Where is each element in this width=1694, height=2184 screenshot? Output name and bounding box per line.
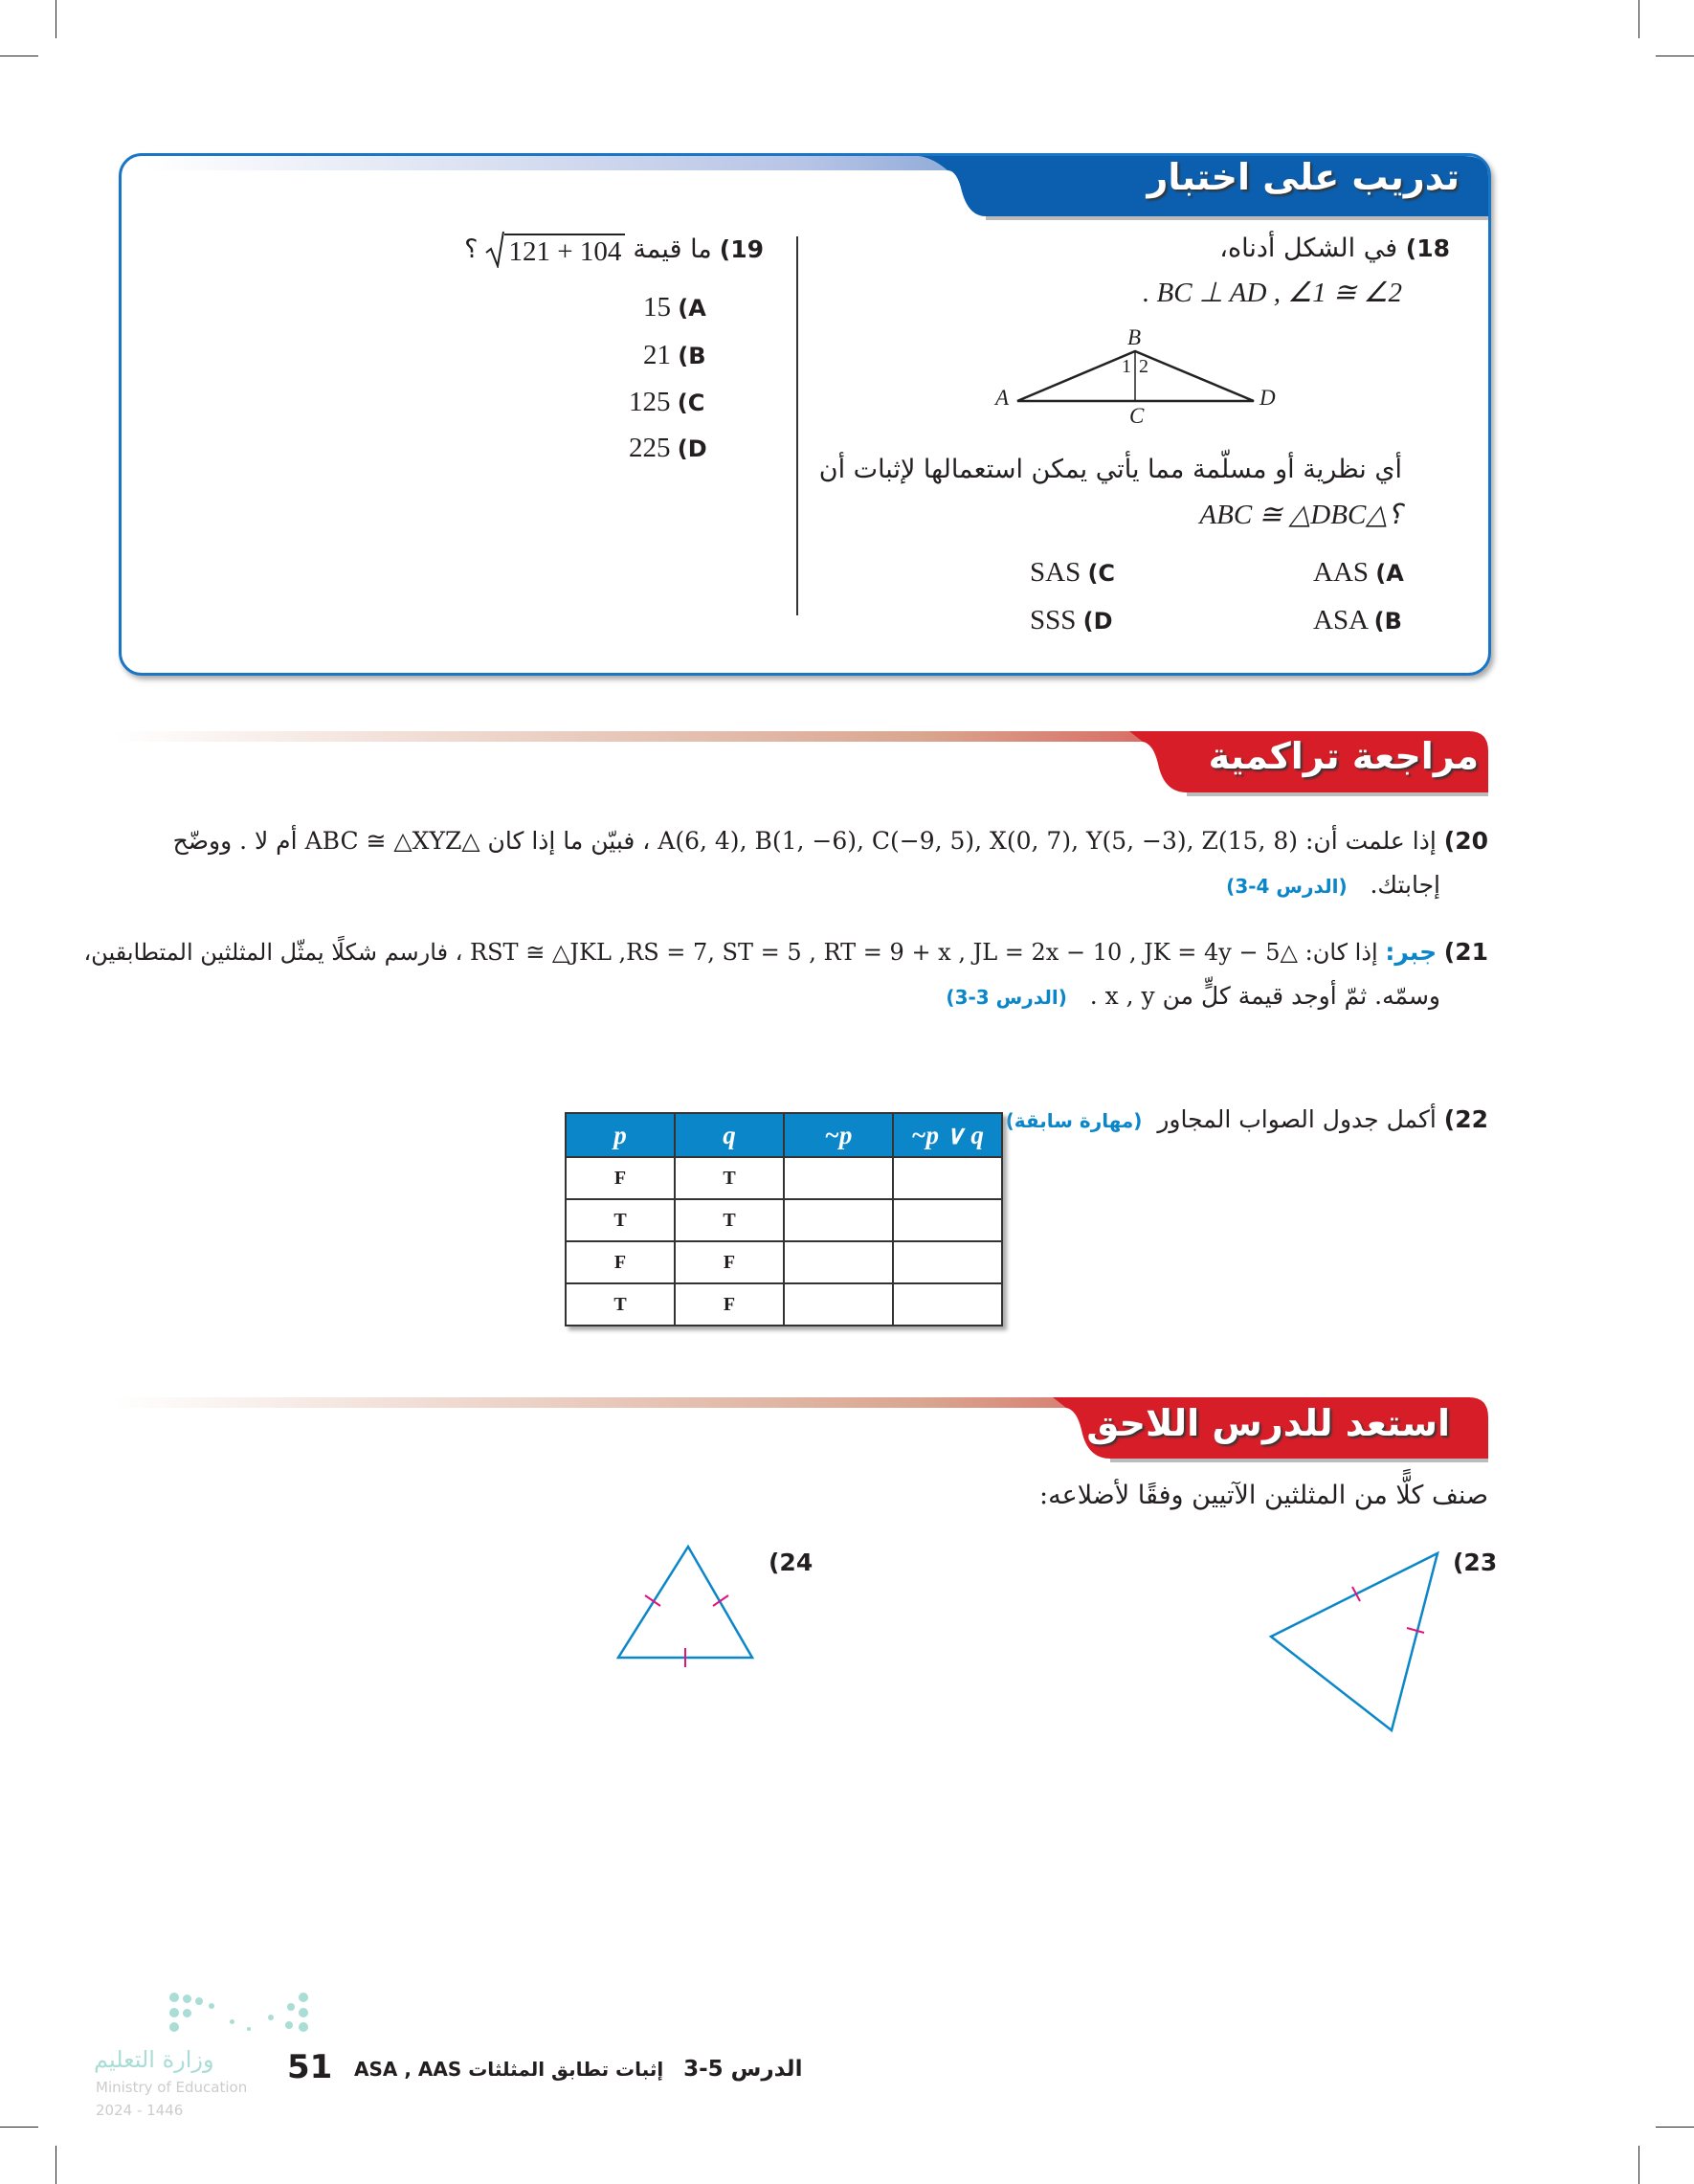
question-number: 21)	[1443, 938, 1488, 966]
question-text: أكمل جدول الصواب المجاور	[1157, 1105, 1437, 1133]
section-title-get-ready: استعد للدرس اللاحق	[1086, 1402, 1450, 1444]
question-24-number: (24	[769, 1549, 814, 1576]
column-header: q	[675, 1113, 784, 1157]
triangle-q24	[618, 1547, 752, 1667]
option-19-D[interactable]: 225 (D	[629, 433, 707, 463]
lesson-number: الدرس 5-3	[683, 2057, 803, 2082]
blank-cell[interactable]	[893, 1157, 1002, 1199]
blank-cell[interactable]	[893, 1241, 1002, 1283]
option-18-C[interactable]: SAS (C	[1030, 557, 1116, 588]
section-title-cumulative-review: مراجعة تراكمية	[1208, 735, 1479, 777]
option-18-A[interactable]: AAS (A	[1313, 557, 1404, 588]
column-header: ~p ∨ q	[893, 1113, 1002, 1157]
question-text: ما قيمة	[633, 234, 712, 264]
question-20	[173, 827, 1488, 855]
angle-label-2: 2	[1139, 356, 1148, 377]
lesson-reference: (مهارة سابقة)	[1005, 1109, 1143, 1132]
blank-cell[interactable]	[893, 1283, 1002, 1326]
footer-lesson-title	[354, 2056, 802, 2083]
question-18	[1219, 234, 1450, 263]
column-header: p	[566, 1113, 675, 1157]
question-text: إذا كان: △RST ≅ △JKL ,RS = 7, ST = 5 , RT = 9 + x , JL = 2x − 10 , JK = 4y − 5 ، فارسم شكلًا يمثّل المثلثين المتطابقين،	[83, 939, 1378, 966]
option-18-B[interactable]: ASA (B	[1313, 605, 1402, 635]
sqrt-expression: 121 + 104	[504, 234, 625, 268]
question-23-number: (23	[1453, 1549, 1498, 1576]
table-row	[566, 1199, 1002, 1241]
label-B: B	[1127, 325, 1142, 349]
column-header: ~p	[784, 1113, 893, 1157]
instruction-text: صنف كلًّا من المثلثين الآتيين وفقًا لأضلاعه:	[1039, 1481, 1488, 1510]
triangle-q23	[1271, 1553, 1438, 1730]
year-label: 2024 - 1446	[96, 2102, 184, 2119]
question-number: 19)	[719, 234, 764, 263]
lesson-reference: (الدرس 4-3)	[1226, 875, 1348, 898]
label-D: D	[1259, 386, 1276, 410]
question-number: 18)	[1405, 234, 1450, 262]
question-18-statement: ؟△ABC ≅ △DBC	[1199, 500, 1402, 530]
table-header-row	[566, 1113, 1002, 1157]
lesson-title: إثبات تطابق المثلثات ASA , AAS	[354, 2058, 664, 2081]
table-cell: T	[675, 1157, 784, 1199]
table-cell: T	[675, 1199, 784, 1241]
question-text: وسمّه. ثمّ أوجد قيمة كلٍّ من x , y .	[1089, 982, 1440, 1010]
question-mark: ؟	[464, 234, 479, 264]
question-20-line2	[1226, 871, 1440, 899]
question-number: 20)	[1443, 827, 1488, 855]
table-cell: F	[675, 1283, 784, 1326]
ministry-name-en: Ministry of Education	[96, 2079, 248, 2096]
question-text: إذا علمت أن: A(6, 4), B(1, −6), C(−9, 5), X(0, 7), Y(5, −3), Z(15, 8) ، فبيّن ما إذا كان △ABC ≅ △XYZ أم لا . ووضّح	[172, 827, 1437, 855]
table-cell: T	[566, 1199, 675, 1241]
sqrt-icon	[485, 230, 504, 268]
blank-cell[interactable]	[784, 1241, 893, 1283]
question-text: إجابتك.	[1370, 871, 1440, 899]
table-row	[566, 1157, 1002, 1199]
label-C: C	[1129, 404, 1145, 428]
table-row	[566, 1283, 1002, 1326]
label-A: A	[995, 386, 1010, 410]
option-19-C[interactable]: 125 (C	[629, 387, 705, 417]
algebra-tag: جبر:	[1385, 938, 1438, 966]
table-row	[566, 1241, 1002, 1283]
truth-table	[565, 1112, 1003, 1326]
question-18-prompt: أي نظرية أو مسلّمة مما يأتي يمكن استعمالها لإثبات أن	[818, 455, 1402, 484]
option-19-B[interactable]: 21 (B	[643, 340, 706, 370]
given-statement: . BC ⊥ AD , ∠1 ≅ ∠2	[1143, 278, 1402, 308]
blank-cell[interactable]	[784, 1157, 893, 1199]
angle-label-1: 1	[1122, 356, 1131, 377]
table-cell: F	[675, 1241, 784, 1283]
section-title-test-practice: تدريب على اختبار	[1147, 156, 1460, 198]
table-cell: F	[566, 1157, 675, 1199]
table-cell: F	[566, 1241, 675, 1283]
blank-cell[interactable]	[784, 1199, 893, 1241]
blank-cell[interactable]	[893, 1199, 1002, 1241]
question-19	[464, 230, 764, 268]
lesson-reference: (الدرس 3-3)	[946, 986, 1067, 1009]
question-22	[1006, 1105, 1488, 1133]
triangle-figure-q18	[1017, 351, 1254, 401]
page-number: 51	[287, 2048, 333, 2086]
question-21-line2	[946, 982, 1440, 1010]
question-number: 22)	[1443, 1105, 1488, 1133]
blank-cell[interactable]	[784, 1283, 893, 1326]
ministry-name-ar: وزارة التعليم	[94, 2046, 214, 2073]
question-21	[83, 938, 1488, 966]
table-cell: T	[566, 1283, 675, 1326]
option-19-A[interactable]: 15 (A	[643, 292, 706, 323]
option-18-D[interactable]: SSS (D	[1030, 605, 1113, 635]
sqrt-expression-wrap	[485, 230, 625, 268]
question-text: في الشكل أدناه،	[1219, 234, 1398, 263]
